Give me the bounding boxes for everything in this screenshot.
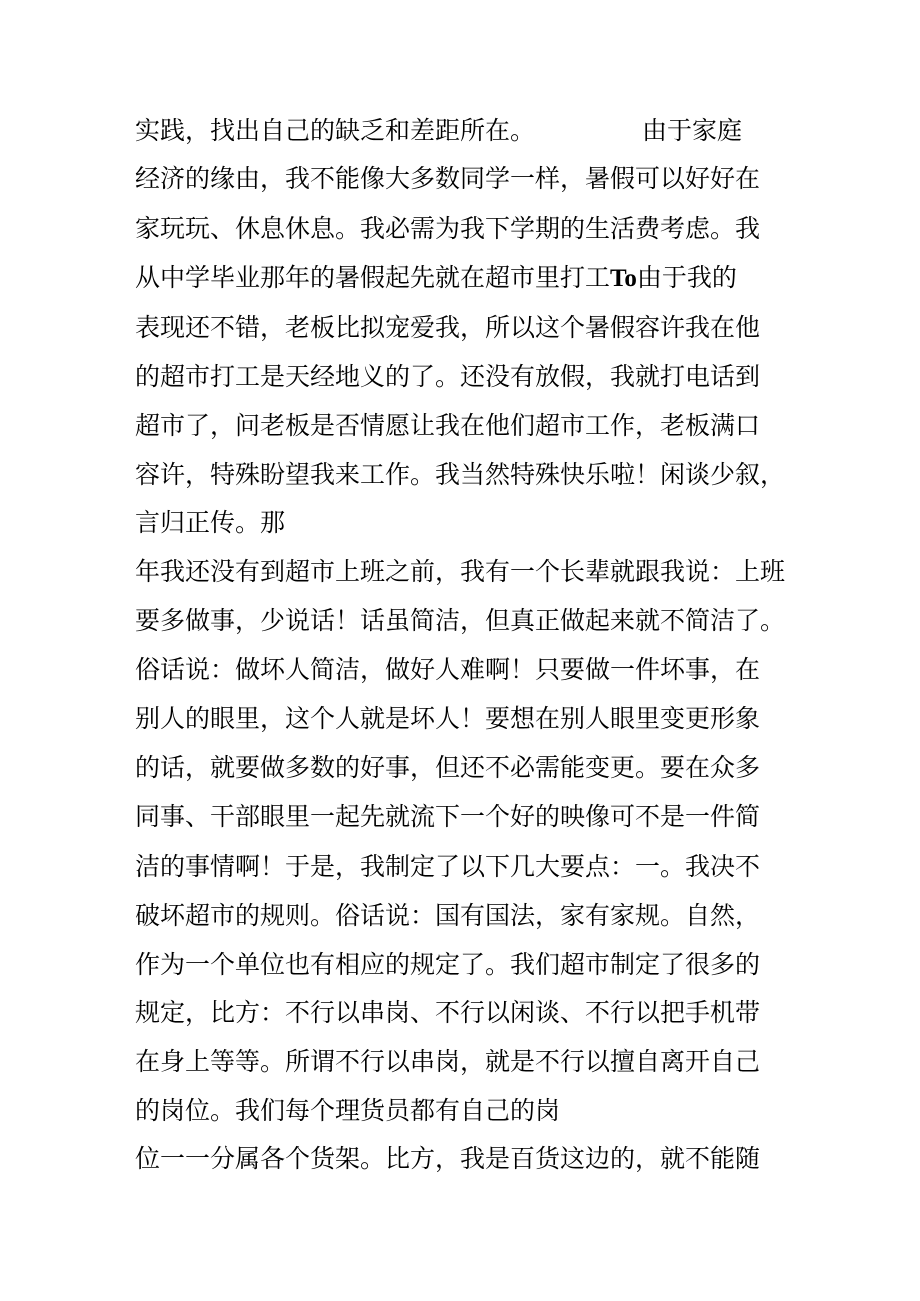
text-line [135, 852, 760, 882]
text-line [135, 116, 535, 146]
text-line [135, 313, 760, 343]
text-segment: 规定，比方：不行以串岗、不行以闲谈、不行以把手机带 [135, 998, 761, 1027]
text-line [135, 1096, 560, 1126]
text-line [135, 998, 760, 1028]
text-segment: 年我还没有到超市上班之前，我有一个长辈就跟我说：上班 [135, 557, 786, 586]
text-segment: 俗话说：做坏人简洁，做好人难啊！只要做一件坏事，在 [135, 655, 761, 684]
text-segment-bold: To [610, 265, 637, 292]
text-segment: 表现还不错，老板比拟宠爱我，所以这个暑假容许我在他 [135, 313, 761, 342]
text-line [642, 116, 742, 146]
text-line [135, 557, 785, 587]
text-line [135, 606, 785, 636]
text-segment: 言归正传。那 [135, 508, 286, 537]
text-segment: 的超市打工是天经地义的了。还没有放假，我就打电话到 [135, 362, 761, 391]
text-segment: 同事、干部眼里一起先就流下一个好的映像可不是一件简 [135, 802, 761, 831]
text-segment: 位一一分属各个货架。比方，我是百货这边的，就不能随 [135, 1144, 761, 1173]
text-line [135, 411, 760, 441]
text-segment: 作为一个单位也有相应的规定了。我们超市制定了很多的 [135, 950, 761, 979]
text-line [135, 1144, 760, 1174]
text-segment: 由于我的 [636, 263, 737, 292]
text-line [135, 655, 760, 685]
text-segment: 家玩玩、休息休息。我必需为我下学期的生活费考虑。我 [135, 214, 761, 243]
text-segment: 实践，找出自己的缺乏和差距所在。 [135, 116, 536, 145]
text-line [135, 704, 760, 734]
text-line [135, 362, 760, 392]
text-line [135, 753, 760, 783]
text-segment: 超市了，问老板是否情愿让我在他们超市工作，老板满口 [135, 411, 761, 440]
text-line [135, 1047, 760, 1077]
text-segment: 在身上等等。所谓不行以串岗，就是不行以擅自离开自己 [135, 1047, 761, 1076]
text-line [135, 263, 737, 294]
text-line [135, 802, 760, 832]
text-segment: 要多做事，少说话！话虽简洁，但真正做起来就不简洁了。 [135, 606, 786, 635]
text-line [135, 164, 760, 194]
text-line [135, 214, 760, 244]
text-segment: 容许，特殊盼望我来工作。我当然特殊快乐啦！闲谈少叙， [135, 460, 786, 489]
text-line [135, 508, 285, 538]
text-line [135, 460, 785, 490]
text-segment: 经济的缘由，我不能像大多数同学一样，暑假可以好好在 [135, 164, 761, 193]
text-line [135, 950, 760, 980]
text-segment: 破坏超市的规则。俗话说：国有国法，家有家规。自然， [135, 901, 761, 930]
text-segment: 由于家庭 [642, 116, 743, 145]
text-segment: 洁的事情啊！于是，我制定了以下几大要点：一。我决不 [135, 852, 761, 881]
text-segment: 的岗位。我们每个理货员都有自己的岗 [135, 1096, 561, 1125]
text-segment: 的话，就要做多数的好事，但还不必需能变更。要在众多 [135, 753, 761, 782]
text-segment: 别人的眼里，这个人就是坏人！要想在别人眼里变更形象 [135, 704, 761, 733]
text-segment: 从中学毕业那年的暑假起先就在超市里打工 [135, 263, 611, 292]
text-line [135, 901, 760, 931]
